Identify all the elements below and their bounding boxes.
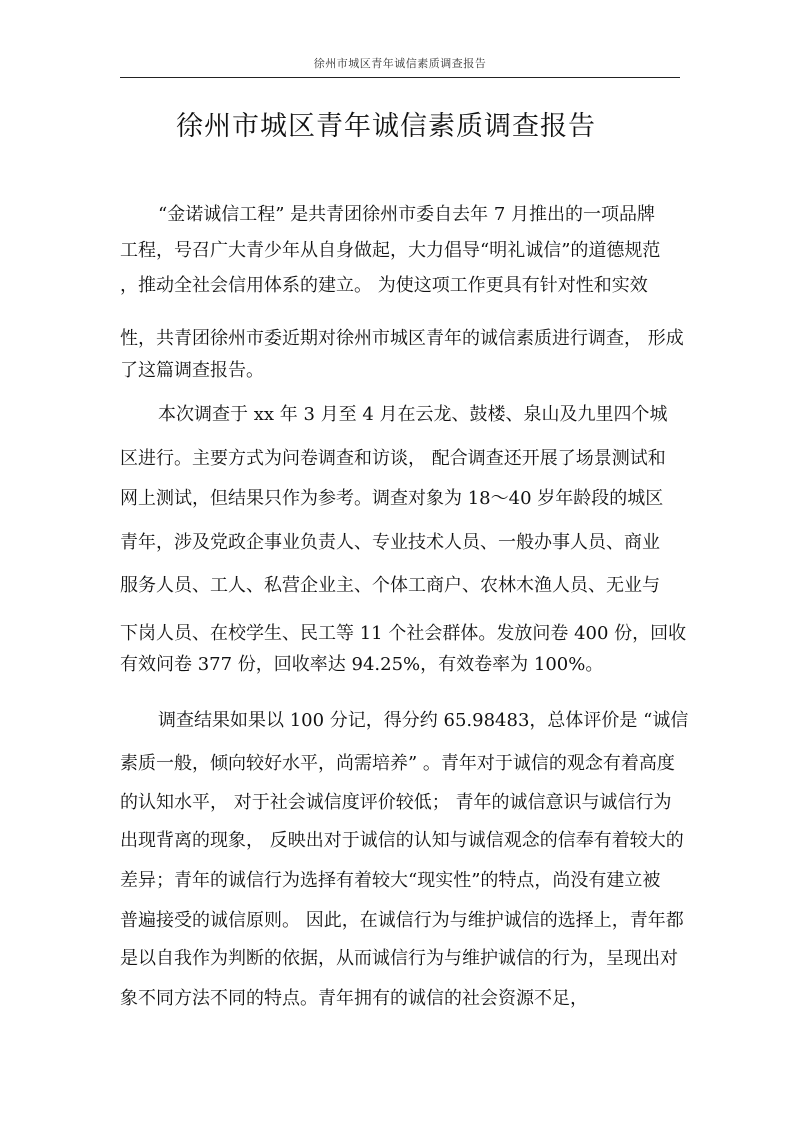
body-text-line: 本次调查于 xx 年 3 月至 4 月在云龙、鼓楼、泉山及九里四个城 bbox=[158, 404, 668, 425]
body-text-line: 差异；青年的诚信行为选择有着较大“现实性”的特点，尚没有建立被 bbox=[120, 870, 661, 891]
body-text-line: 是以自我作为判断的依据，从而诚信行为与维护诚信的行为，呈现出对 bbox=[120, 948, 678, 969]
body-text-line: 素质一般，倾向较好水平，尚需培养” 。青年对于诚信的观念有着高度 bbox=[120, 753, 675, 774]
body-text-line: 的认知水平， 对于社会诚信度评价较低； 青年的诚信意识与诚信行为 bbox=[120, 792, 672, 813]
body-text-line: ，推动全社会信用体系的建立。 为使这项工作更具有针对性和实效 bbox=[120, 275, 648, 296]
body-text-line: 了这篇调查报告。 bbox=[120, 360, 264, 381]
body-text-line: 网上测试，但结果只作为参考。调查对象为 18～40 岁年龄段的城区 bbox=[120, 488, 664, 509]
body-text-line: 工程，号召广大青少年从自身做起，大力倡导“明礼诚信”的道德规范 bbox=[120, 240, 661, 261]
body-text-line: 有效问卷 377 份，回收率达 94.25%，有效卷率为 100%。 bbox=[120, 654, 604, 675]
body-text-line: 性，共青团徐州市委近期对徐州市城区青年的诚信素质进行调查， 形成 bbox=[120, 328, 684, 349]
body-text-line: 出现背离的现象， 反映出对于诚信的认知与诚信观念的信奉有着较大的 bbox=[120, 830, 684, 851]
body-text-line: 调查结果如果以 100 分记，得分约 65.98483，总体评价是 “诚信 bbox=[158, 710, 689, 731]
body-text-line: 青年，涉及党政企事业负责人、专业技术人员、一般办事人员、商业 bbox=[120, 532, 660, 553]
header-divider bbox=[120, 77, 680, 78]
body-text-line: 象不同方法不同的特点。青年拥有的诚信的社会资源不足， bbox=[120, 988, 588, 1009]
body-text-line: “金诺诚信工程” 是共青团徐州市委自去年 7 月推出的一项品牌 bbox=[158, 204, 656, 225]
body-text-line: 服务人员、工人、私营企业主、个体工商户、农林木渔人员、无业与 bbox=[120, 575, 660, 596]
running-header: 徐州市城区青年诚信素质调查报告 bbox=[313, 57, 487, 70]
body-text-line: 下岗人员、在校学生、民工等 11 个社会群体。发放问卷 400 份，回收 bbox=[120, 623, 687, 644]
document-title: 徐州市城区青年诚信素质调查报告 bbox=[176, 111, 596, 142]
body-text-line: 普遍接受的诚信原则。 因此，在诚信行为与维护诚信的选择上，青年都 bbox=[120, 910, 684, 931]
body-text-line: 区进行。主要方式为问卷调查和访谈， 配合调查还开展了场景测试和 bbox=[120, 448, 666, 469]
